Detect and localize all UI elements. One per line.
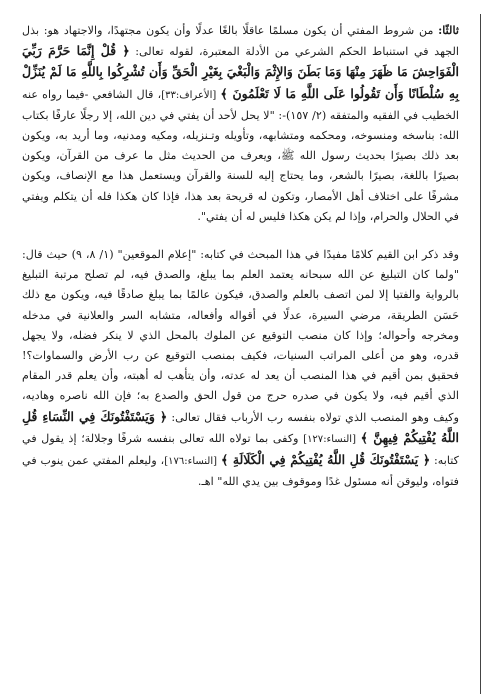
paragraph-text: من شروط المفتي أن يكون مسلمًا عاقلًا بالغًا عدلًا وأن يكون مجتهدًا، والاجتهاد هو: بذل الجهد في استنباط الحكم الشرعي من الأدلة المعتبرة، لقوله تعالى: <box>22 24 459 59</box>
verse-citation: [الأعراف:٣٣] <box>161 89 217 101</box>
quran-verse: ﴿ قُلْ إِنَّمَا حَرَّمَ رَبِّيَ الْفَوَاحِشَ مَا ظَهَرَ مِنْهَا وَمَا بَطَنَ وَالإِثْمَ وَالْبَغْيَ بِغَيْرِ الْحَقِّ وَأَن تُشْرِكُوا بِاللَّهِ مَا لَمْ يُنَزِّلْ بِهِ سُلْطَانًا وَأَن تَقُولُوا عَلَى اللَّهِ مَا لَا تَعْلَمُونَ ﴾ <box>22 43 459 101</box>
quran-verse-nisa-127: ﴿ وَيَسْتَفْتُونَكَ فِي النِّسَاءِ قُلِ اللَّهُ يُفْتِيكُمْ فِيهِنَّ ﴾ <box>22 408 459 445</box>
paragraph-text-continued: ، قال الشافعي -فيما رواه عنه الخطيب في الفقيه والمتفقه (٢/ ١٥٧)-: "لا يحل لأحد أن يفتي في دين الله، إلا رجلًا عارفًا بكتاب الله: بناسخه ومنسوخه، ومحكمه ومتشابهه، وتأويله وتـنزيله، ومكيه ومدنيه، وما أريد به، ويكون بعد ذلك بصيرًا بحديث رسول الله ﷺ، ويعرف من الحديث مثل ما عرف من القرآن، ويكون بصيرًا باللغة، بصيرًا بالشعر، وما يحتاج إليه للسنة والقرآن ويستعمل هذا مع الإنصاف، ويكون مشرفًا على اختلاف أهل الأمصار، وتكون له قريحة بعد هذا، فإذا كان هكذا فله أن يتكلم ويفتي في الحلال والحرام، وإذا لم يكن هكذا فليس له أن يفتي". <box>22 87 459 223</box>
margin-rule <box>480 14 481 694</box>
section-lead: ثالثًا: <box>438 23 459 37</box>
quran-verse-nisa-176: ﴿ يَسْتَفْتُونَكَ قُلِ اللَّهُ يُفْتِيكُمْ فِي الْكَلَالَةِ ﴾ <box>220 452 431 468</box>
paragraph-text-middle: وكفى بما تولاه الله تعالى بنفسه شرفًا وجلالة؛ إذ يقول في كتابه: <box>22 431 460 468</box>
paragraph-conditions-of-mufti <box>22 20 459 227</box>
paragraph-ibn-alqayyim <box>22 245 459 492</box>
verse-citation-nisa-176: [النساء:١٧٦] <box>164 456 218 468</box>
verse-citation-nisa-127: [النساء:١٢٧] <box>303 433 356 445</box>
paragraph-text-end: ، وليعلم المفتي عمن ينوب في فتواه، وليوقن أنه مسئول غدًا وموقوف بين يدي الله" اهـ. <box>22 454 459 489</box>
paragraph-text: وقد ذكر ابن القيم كلامًا مفيدًا في هذا المبحث في كتابه: "إعلام الموقعين" (١/ ٨، ٩) حيث قال: "ولما كان التبليغ عن الله سبحانه يعتمد العلم بما يبلغ، والصدق فيه، لم تصلح مرتبة التبليغ بالرواية والفتيا إلا لمن اتصف بالعلم والصدق، فيكون عالمًا بما يبلغ صادقًا فيه، ويكون مع ذلك حَسَن الطريقة، مرضي السيرة، عدلًا في أقواله وأفعاله، متشابه السر والعلانية في مدخله ومخرجه وأحواله؛ وإذا كان منصب التوقيع عن الملوك بالمحل الذي لا ينكر فضله، ولا يجهل قدره، وهو من أعلى المراتب السنيات، فكيف بمنصب التوقيع عن رب الأرض والسماوات؟! فحقيق بمن أقيم في هذا المنصب أن يعد له عدته، وأن يتأهب له أهبته، وأن يعلم قدر المقام الذي أقيم فيه، ولا يكون في صدره حرج من قول الحق والصدع به؛ فإن الله ناصره وهاديه، وكيف وهو المنصب الذي تولاه بنفسه رب الأرباب فقال تعالى: <box>22 248 459 424</box>
